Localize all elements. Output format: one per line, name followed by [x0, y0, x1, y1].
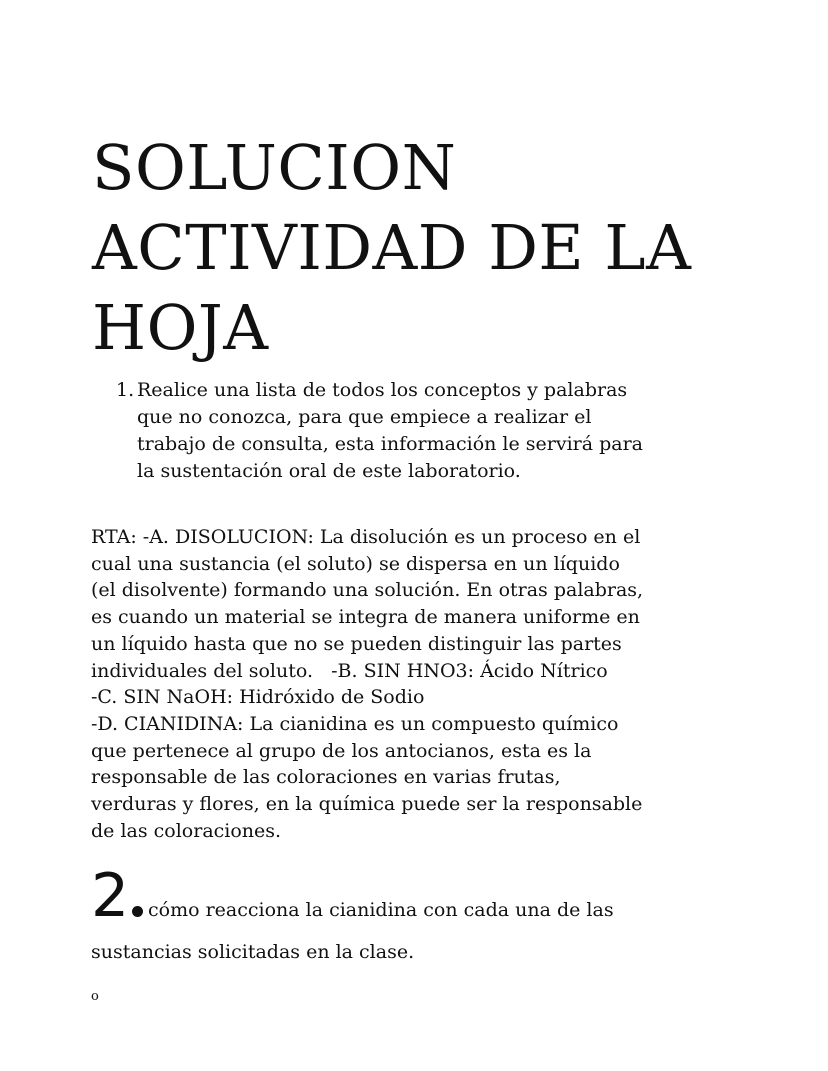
question-1-line: la sustentación oral de este laboratorio.: [137, 460, 521, 482]
answer-line: de las coloraciones.: [91, 819, 282, 842]
answer-line: -D. CIANIDINA: La cianidina es un compuesto químico: [91, 712, 619, 735]
answer-line: responsable de las coloraciones en varias frutas,: [91, 766, 561, 789]
question-2-number: 2: [91, 861, 130, 931]
question-1-line: Realice una lista de todos los conceptos y palabras: [137, 379, 628, 401]
question-1-number: 1.: [116, 379, 135, 401]
question-1-line: que no conozca, para que empiece a realizar el: [137, 406, 592, 428]
answer-line: que pertenece al grupo de los antocianos, esta es la: [91, 739, 592, 762]
title-line: SOLUCION: [92, 131, 457, 204]
answer-line: RTA: -A. DISOLUCION: La disolución es un proceso en el: [91, 526, 641, 548]
question-1-line: trabajo de consulta, esta información le servirá para: [137, 433, 644, 455]
trailing-mark: o: [91, 989, 99, 1004]
answer-line: cual una sustancia (el soluto) se dispersa en un líquido: [91, 552, 620, 575]
question-2-text: cómo reacciona la cianidina con cada una de las: [148, 899, 614, 921]
page-title: [92, 128, 732, 368]
bullet-dot-icon: [132, 906, 143, 917]
question-2-text-continued: sustancias solicitadas en la clase.: [91, 941, 415, 963]
answer-line: individuales del soluto. -B. SIN HNO3: Ácido Nítrico: [91, 659, 608, 682]
answer-line: es cuando un material se integra de manera uniforme en: [91, 606, 640, 629]
answer-line: -C. SIN NaOH: Hidróxido de Sodio: [91, 686, 425, 709]
question-1-text: [137, 377, 677, 485]
answer-line: verduras y flores, en la química puede ser la responsable: [91, 793, 643, 816]
answer-paragraph: [91, 524, 691, 844]
answer-line: (el disolvente) formando una solución. En otras palabras,: [91, 579, 644, 602]
answer-line: un líquido hasta que no se pueden distinguir las partes: [91, 632, 622, 655]
title-line: HOJA: [92, 291, 269, 364]
title-line: ACTIVIDAD DE LA: [92, 211, 692, 284]
